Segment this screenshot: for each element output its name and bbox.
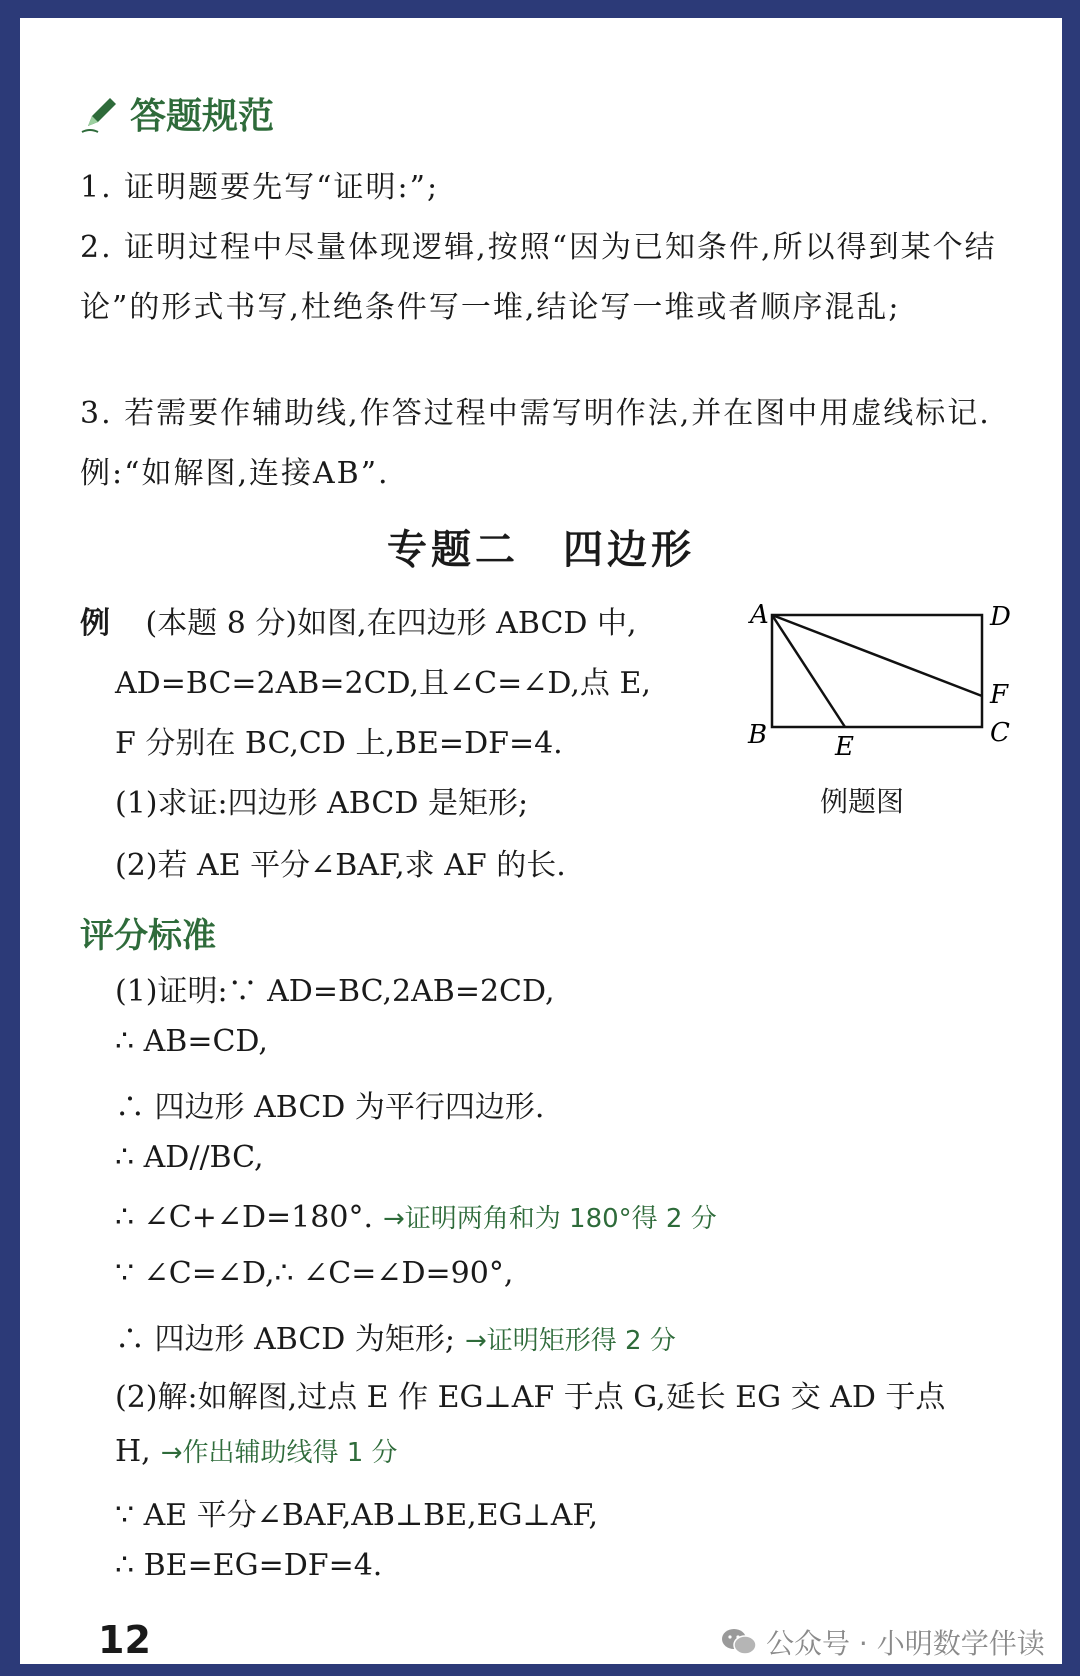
- label-c: C: [990, 718, 1010, 748]
- rule-1: 1. 证明题要先写“证明:”;: [80, 170, 440, 205]
- scoring-line: [115, 1548, 382, 1583]
- page: [20, 18, 1062, 1664]
- scoring-note: →作出辅助线得 1 分: [160, 1438, 398, 1468]
- label-e: E: [835, 732, 854, 762]
- rectangle-abcd: [772, 615, 982, 727]
- example-line-2: AD=BC=2AB=2CD,且∠C=∠D,点 E,: [115, 666, 651, 701]
- watermark: [720, 1622, 1045, 1662]
- scoring-line-text: ∵ ∠C=∠D,∴ ∠C=∠D=90°,: [115, 1256, 514, 1291]
- topic-title: 专题二 四边形: [387, 527, 695, 573]
- wechat-icon: [720, 1627, 758, 1657]
- scoring-line: [115, 1490, 598, 1534]
- scoring-line-text: ∴ AD//BC,: [115, 1140, 264, 1175]
- label-a: A: [750, 600, 769, 630]
- scoring-line-text: ∴ 四边形 ABCD 为平行四边形.: [115, 1090, 545, 1125]
- page-number: 12: [98, 1618, 151, 1662]
- scoring-line: [115, 1198, 717, 1235]
- pencil-icon: [80, 94, 120, 134]
- scoring-line-text: ∴ 四边形 ABCD 为矩形;: [115, 1322, 455, 1357]
- scoring-title: 评分标准: [80, 916, 216, 956]
- example-line-3: F 分别在 BC,CD 上,BE=DF=4.: [115, 726, 563, 761]
- scoring-line: [115, 1024, 268, 1059]
- rule-3: 3. 若需要作辅助线,作答过程中需写明作法,并在图中用虚线标记. 例:“如解图,连接AB”.: [80, 396, 991, 491]
- example-question-2: (2)若 AE 平分∠BAF,求 AF 的长.: [115, 848, 566, 883]
- scoring-note: →证明矩形得 2 分: [465, 1326, 676, 1356]
- scoring-line-text: H,: [115, 1434, 151, 1469]
- example-label: 例: [80, 606, 110, 641]
- scoring-line: [115, 1314, 676, 1358]
- scoring-line: [115, 1256, 513, 1291]
- segment-af: [772, 615, 982, 696]
- watermark-text: 公众号 · 小明数学伴读: [766, 1627, 1045, 1660]
- scoring-line-text: ∵ AE 平分∠BAF,AB⊥BE,EG⊥AF,: [115, 1498, 599, 1533]
- scoring-line-text: (2)解:如解图,过点 E 作 EG⊥AF 于点 G,延长 EG 交 AD 于点: [115, 1380, 946, 1415]
- scoring-note: →证明两角和为 180°得 2 分: [382, 1204, 717, 1234]
- scoring-line: [115, 1432, 398, 1469]
- section-heading: [80, 88, 274, 139]
- segment-ae: [772, 615, 845, 727]
- label-f: F: [990, 680, 1009, 710]
- rule-2: 2. 证明过程中尽量体现逻辑,按照“因为已知条件,所以得到某个结论”的形式书写,杜绝条件写一堆,结论写一堆或者顺序混乱;: [80, 230, 997, 325]
- section-title: 答题规范: [130, 96, 275, 137]
- scoring-line-text: ∴ AB=CD,: [115, 1024, 268, 1059]
- example-line-1: [80, 598, 637, 642]
- scoring-line: [115, 1140, 264, 1175]
- example-intro: (本题 8 分)如图,在四边形 ABCD 中,: [145, 606, 637, 641]
- scoring-line: [115, 966, 555, 1010]
- example-question-1: (1)求证:四边形 ABCD 是矩形;: [115, 786, 529, 821]
- scoring-line: [115, 1372, 945, 1416]
- scoring-line-text: (1)证明:∵ AD=BC,2AB=2CD,: [115, 974, 555, 1009]
- scoring-line-text: ∴ BE=EG=DF=4.: [115, 1548, 383, 1583]
- label-b: B: [748, 720, 768, 750]
- scoring-line-text: ∴ ∠C+∠D=180°.: [115, 1200, 373, 1235]
- label-d: D: [990, 602, 1011, 632]
- figure-caption: 例题图: [820, 785, 905, 818]
- scoring-line: [115, 1082, 544, 1126]
